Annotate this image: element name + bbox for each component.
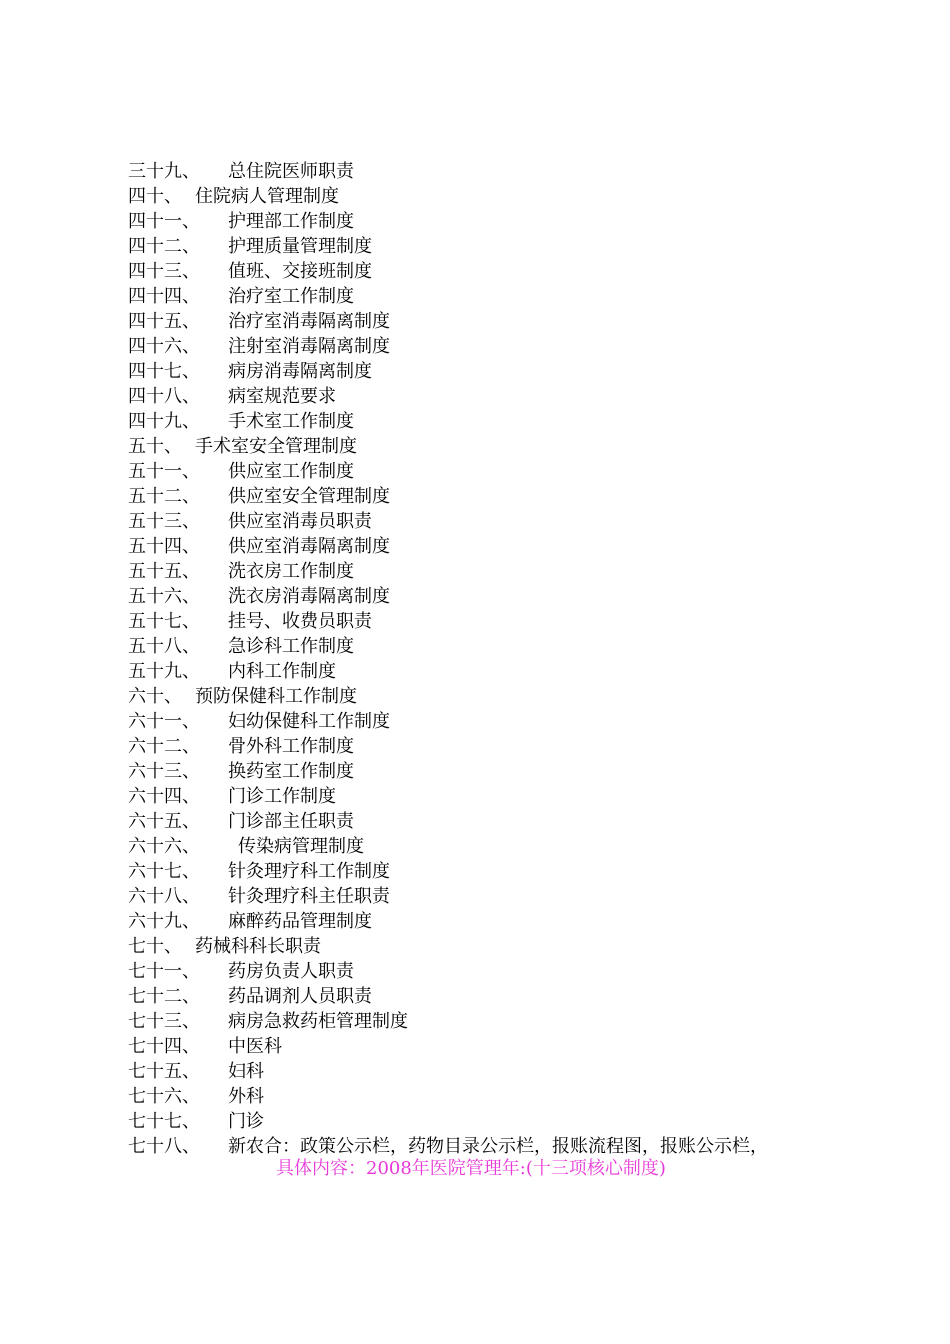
item-title: 护理质量管理制度 [228, 236, 372, 257]
item-title: 挂号、收费员职责 [228, 611, 372, 632]
item-number: 六十五、 [128, 811, 200, 832]
item-number: 六十一、 [128, 711, 200, 732]
item-title: 注射室消毒隔离制度 [228, 336, 390, 357]
item-title: 护理部工作制度 [228, 211, 354, 232]
item-number: 五十五、 [128, 561, 200, 582]
item-number: 六十二、 [128, 736, 200, 757]
item-number: 四十六、 [128, 336, 200, 357]
item-title: 妇幼保健科工作制度 [228, 711, 390, 732]
item-number: 六十三、 [128, 761, 200, 782]
item-title: 供应室安全管理制度 [228, 486, 390, 507]
item-title: 新农合：政策公示栏，药物目录公示栏，报账流程图，报账公示栏， [228, 1136, 768, 1157]
item-title: 中医科 [228, 1036, 282, 1057]
item-number: 六十七、 [128, 861, 200, 882]
item-number: 五十七、 [128, 611, 200, 632]
item-number: 四十八、 [128, 386, 200, 407]
item-number: 四十一、 [128, 211, 200, 232]
item-title: 传染病管理制度 [238, 836, 364, 857]
item-number: 七十、 [128, 936, 182, 957]
item-number: 六十八、 [128, 886, 200, 907]
item-title: 值班、交接班制度 [228, 261, 372, 282]
item-title: 门诊 [228, 1111, 264, 1132]
item-number: 六十六、 [128, 836, 200, 857]
footer-note: 具体内容：2008年医院管理年:(十三项核心制度) [276, 1158, 666, 1179]
item-number: 五十四、 [128, 536, 200, 557]
item-number: 五十八、 [128, 636, 200, 657]
item-number: 四十、 [128, 186, 182, 207]
item-title: 门诊部主任职责 [228, 811, 354, 832]
item-title: 供应室工作制度 [228, 461, 354, 482]
item-number: 五十一、 [128, 461, 200, 482]
item-number: 四十三、 [128, 261, 200, 282]
item-title: 洗衣房工作制度 [228, 561, 354, 582]
item-number: 五十、 [128, 436, 182, 457]
item-title: 骨外科工作制度 [228, 736, 354, 757]
item-title: 供应室消毒员职责 [228, 511, 372, 532]
item-number: 七十六、 [128, 1086, 200, 1107]
item-number: 四十四、 [128, 286, 200, 307]
item-title: 针灸理疗科工作制度 [228, 861, 390, 882]
item-title: 内科工作制度 [228, 661, 336, 682]
item-number: 六十九、 [128, 911, 200, 932]
item-number: 六十、 [128, 686, 182, 707]
item-number: 六十四、 [128, 786, 200, 807]
item-number: 五十二、 [128, 486, 200, 507]
item-number: 七十二、 [128, 986, 200, 1007]
item-title: 病房急救药柜管理制度 [228, 1011, 408, 1032]
item-title: 病室规范要求 [228, 386, 336, 407]
item-number: 七十五、 [128, 1061, 200, 1082]
item-title: 预防保健科工作制度 [195, 686, 357, 707]
item-title: 药房负责人职责 [228, 961, 354, 982]
item-title: 手术室工作制度 [228, 411, 354, 432]
item-number: 七十七、 [128, 1111, 200, 1132]
item-title: 外科 [228, 1086, 264, 1107]
item-title: 病房消毒隔离制度 [228, 361, 372, 382]
item-number: 七十四、 [128, 1036, 200, 1057]
item-number: 七十三、 [128, 1011, 200, 1032]
item-title: 总住院医师职责 [228, 161, 354, 182]
item-title: 治疗室消毒隔离制度 [228, 311, 390, 332]
item-title: 住院病人管理制度 [195, 186, 339, 207]
item-number: 三十九、 [128, 161, 200, 182]
item-number: 四十二、 [128, 236, 200, 257]
item-title: 门诊工作制度 [228, 786, 336, 807]
item-title: 手术室安全管理制度 [195, 436, 357, 457]
item-title: 治疗室工作制度 [228, 286, 354, 307]
item-number: 四十七、 [128, 361, 200, 382]
item-title: 急诊科工作制度 [228, 636, 354, 657]
item-number: 四十五、 [128, 311, 200, 332]
item-number: 七十八、 [128, 1136, 200, 1157]
item-number: 五十三、 [128, 511, 200, 532]
item-title: 换药室工作制度 [228, 761, 354, 782]
item-title: 洗衣房消毒隔离制度 [228, 586, 390, 607]
item-number: 五十九、 [128, 661, 200, 682]
item-number: 五十六、 [128, 586, 200, 607]
item-title: 针灸理疗科主任职责 [228, 886, 390, 907]
item-number: 七十一、 [128, 961, 200, 982]
item-title: 麻醉药品管理制度 [228, 911, 372, 932]
item-title: 药械科科长职责 [195, 936, 321, 957]
item-title: 供应室消毒隔离制度 [228, 536, 390, 557]
item-number: 四十九、 [128, 411, 200, 432]
item-title: 妇科 [228, 1061, 264, 1082]
item-title: 药品调剂人员职责 [228, 986, 372, 1007]
